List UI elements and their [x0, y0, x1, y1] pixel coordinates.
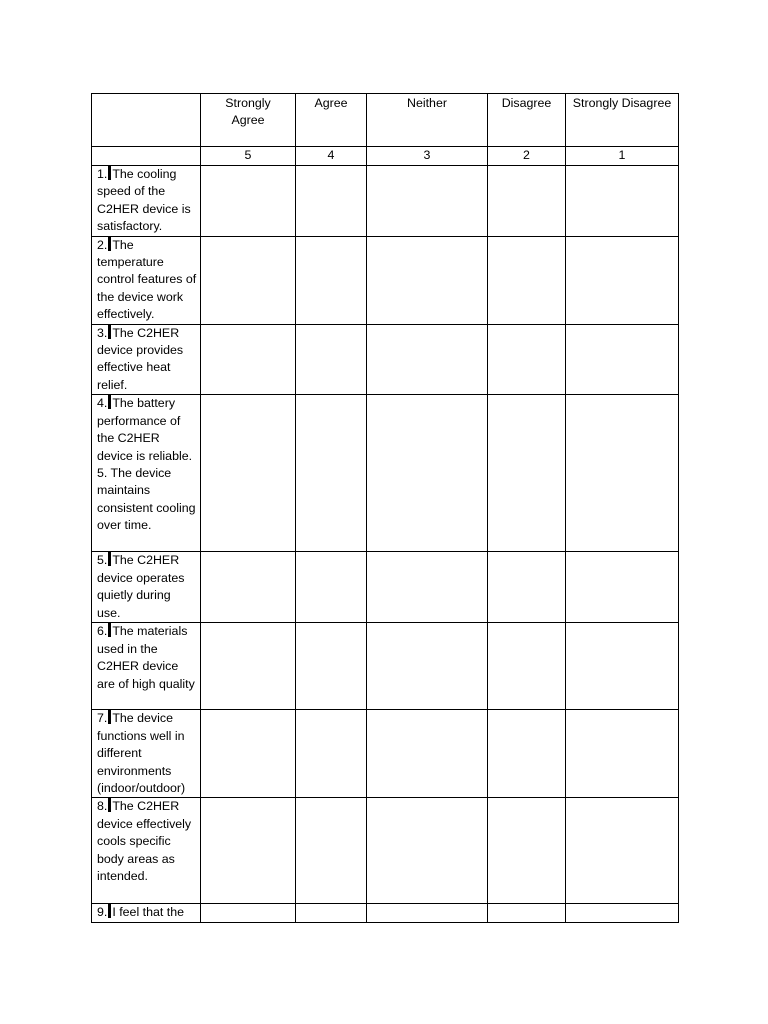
- scale-value-2: 2: [488, 147, 566, 166]
- text-marker: [108, 710, 111, 724]
- rating-cell[interactable]: [566, 236, 679, 324]
- scale-row: [92, 147, 679, 166]
- rating-cell[interactable]: [201, 395, 296, 552]
- table-row: [92, 904, 679, 922]
- likert-survey-table: [91, 93, 679, 923]
- text-marker: [108, 798, 111, 812]
- statement-text: The cooling speed of the C2HER device is satisfactory.: [97, 167, 191, 234]
- statement-cell: [92, 710, 201, 798]
- scale-cell-blank: [92, 147, 201, 166]
- statement-number: 2.: [97, 237, 108, 252]
- table-row: [92, 395, 679, 552]
- statement-text: The C2HER device provides effective heat relief.: [97, 325, 184, 392]
- header-strongly-agree: Strongly Agree: [201, 94, 296, 147]
- statement-text-extra: 5. The device maintains consistent cooling over time.: [97, 465, 196, 533]
- scale-value-3: 3: [367, 147, 488, 166]
- scale-value-5: 5: [201, 147, 296, 166]
- scale-value-4: 4: [296, 147, 367, 166]
- statement-number: 8.: [97, 799, 108, 814]
- rating-cell[interactable]: [296, 798, 367, 904]
- rating-cell[interactable]: [367, 904, 488, 922]
- rating-cell[interactable]: [488, 798, 566, 904]
- statement-number: 4.: [97, 396, 108, 411]
- statement-cell: [92, 798, 201, 904]
- statement-cell: [92, 552, 201, 623]
- rating-cell[interactable]: [296, 166, 367, 237]
- statement-text: The device functions well in different environments (indoor/outdoor): [97, 711, 186, 795]
- rating-cell[interactable]: [488, 623, 566, 710]
- table-row: [92, 166, 679, 237]
- statement-text: The temperature control features of the device work effectively.: [97, 237, 197, 322]
- text-marker: [108, 395, 111, 409]
- rating-cell[interactable]: [367, 710, 488, 798]
- rating-cell[interactable]: [367, 395, 488, 552]
- table-row: [92, 623, 679, 710]
- rating-cell[interactable]: [296, 552, 367, 623]
- rating-cell[interactable]: [201, 710, 296, 798]
- statement-number: 7.: [97, 711, 108, 726]
- statement-text: The C2HER device effectively cools specific body areas as intended.: [97, 799, 192, 883]
- text-marker: [108, 166, 111, 180]
- statement-text: The battery performance of the C2HER device is reliable.: [97, 396, 193, 463]
- statement-text: The materials used in the C2HER device are of high quality: [97, 624, 195, 691]
- table-row: [92, 798, 679, 904]
- rating-cell[interactable]: [296, 395, 367, 552]
- rating-cell[interactable]: [201, 324, 296, 395]
- rating-cell[interactable]: [488, 395, 566, 552]
- rating-cell[interactable]: [566, 904, 679, 922]
- text-marker: [108, 325, 111, 339]
- rating-cell[interactable]: [296, 904, 367, 922]
- statement-text: I feel that the: [112, 905, 184, 920]
- rating-cell[interactable]: [201, 623, 296, 710]
- rating-cell[interactable]: [296, 710, 367, 798]
- text-marker: [108, 904, 111, 918]
- rating-cell[interactable]: [201, 236, 296, 324]
- rating-cell[interactable]: [488, 710, 566, 798]
- table-row: [92, 324, 679, 395]
- scale-value-1: 1: [566, 147, 679, 166]
- text-marker: [108, 237, 111, 251]
- header-row: [92, 94, 679, 147]
- rating-cell[interactable]: [201, 798, 296, 904]
- rating-cell[interactable]: [367, 166, 488, 237]
- table-row: [92, 552, 679, 623]
- rating-cell[interactable]: [566, 166, 679, 237]
- statement-text: The C2HER device operates quietly during use.: [97, 553, 185, 620]
- header-cell-blank: [92, 94, 201, 147]
- rating-cell[interactable]: [488, 904, 566, 922]
- rating-cell[interactable]: [488, 552, 566, 623]
- statement-cell: [92, 623, 201, 710]
- rating-cell[interactable]: [296, 623, 367, 710]
- rating-cell[interactable]: [367, 236, 488, 324]
- rating-cell[interactable]: [367, 552, 488, 623]
- rating-cell[interactable]: [296, 236, 367, 324]
- rating-cell[interactable]: [566, 798, 679, 904]
- statement-cell: [92, 324, 201, 395]
- rating-cell[interactable]: [296, 324, 367, 395]
- rating-cell[interactable]: [367, 324, 488, 395]
- rating-cell[interactable]: [488, 236, 566, 324]
- statement-number: 1.: [97, 167, 108, 181]
- rating-cell[interactable]: [201, 904, 296, 922]
- rating-cell[interactable]: [566, 710, 679, 798]
- rating-cell[interactable]: [566, 395, 679, 552]
- header-neither: Neither: [367, 94, 488, 147]
- statement-cell: [92, 904, 201, 922]
- table-row: [92, 236, 679, 324]
- statement-number: 5.: [97, 553, 108, 568]
- rating-cell[interactable]: [488, 324, 566, 395]
- statement-number: 3.: [97, 325, 108, 340]
- rating-cell[interactable]: [201, 166, 296, 237]
- statement-cell: [92, 395, 201, 552]
- statement-number: 6.: [97, 624, 108, 639]
- header-strongly-disagree: Strongly Disagree: [566, 94, 679, 147]
- rating-cell[interactable]: [367, 623, 488, 710]
- rating-cell[interactable]: [488, 166, 566, 237]
- rating-cell[interactable]: [566, 623, 679, 710]
- text-marker: [108, 623, 111, 637]
- statement-number: 9.: [97, 905, 108, 920]
- rating-cell[interactable]: [201, 552, 296, 623]
- rating-cell[interactable]: [566, 552, 679, 623]
- header-agree: Agree: [296, 94, 367, 147]
- text-marker: [108, 552, 111, 566]
- rating-cell[interactable]: [367, 798, 488, 904]
- header-disagree: Disagree: [488, 94, 566, 147]
- statement-cell: [92, 236, 201, 324]
- statement-cell: [92, 166, 201, 237]
- table-row: [92, 710, 679, 798]
- rating-cell[interactable]: [566, 324, 679, 395]
